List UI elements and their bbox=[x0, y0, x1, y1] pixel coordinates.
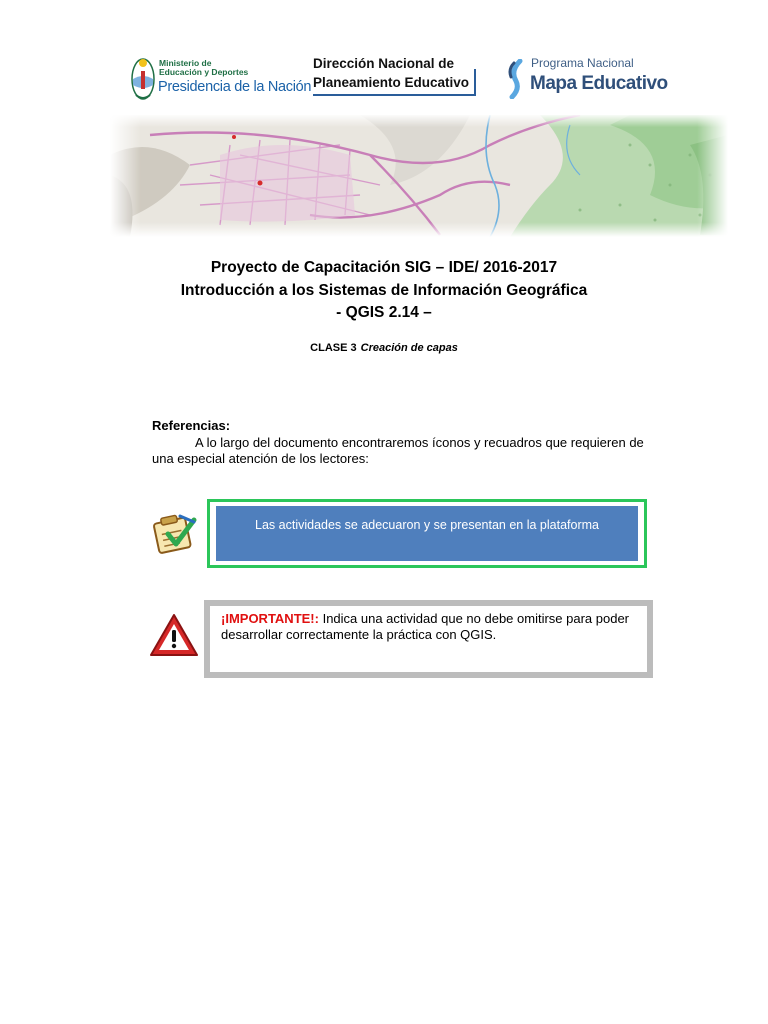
national-seal-icon bbox=[131, 55, 155, 101]
class-subtitle bbox=[0, 342, 768, 354]
ministerio-logo bbox=[131, 55, 312, 103]
ministerio-line3: Presidencia de la Nación bbox=[158, 79, 312, 95]
activity-text: Las actividades se adecuaron y se presentan en la plataforma bbox=[255, 517, 599, 532]
direccion-underline bbox=[313, 94, 475, 96]
mapa-line2: Mapa Educativo bbox=[530, 73, 668, 94]
important-label: ¡IMPORTANTE!: bbox=[221, 611, 319, 626]
mapa-line1: Programa Nacional bbox=[531, 56, 634, 70]
important-note bbox=[221, 611, 641, 643]
references-heading: Referencias: bbox=[152, 418, 231, 433]
checklist-icon bbox=[150, 512, 198, 556]
map-banner-image bbox=[110, 115, 728, 237]
important-box bbox=[204, 600, 653, 678]
activity-banner bbox=[216, 506, 638, 561]
class-label: CLASE 3 bbox=[310, 342, 357, 354]
class-topic: Creación de capas bbox=[360, 342, 458, 354]
warning-triangle-icon bbox=[149, 612, 199, 658]
references-paragraph: A lo largo del documento encontraremos íconos y recuadros que requieren de una especial atención de los lectores: bbox=[152, 435, 644, 466]
mapa-swoosh-icon bbox=[506, 59, 528, 99]
document-title-line1: Proyecto de Capacitación SIG – IDE/ 2016-2017 bbox=[210, 259, 558, 276]
important-text: Indica una actividad que no debe omitirse para poder desarrollar correctamente la práctica con QGIS. bbox=[221, 611, 630, 642]
direccion-logo bbox=[313, 55, 483, 101]
document-title-line3: - QGIS 2.14 – bbox=[336, 304, 432, 321]
activity-box bbox=[207, 499, 647, 568]
document-title-line2: Introducción a los Sistemas de Información Geográfica bbox=[180, 282, 588, 299]
direccion-line2: Planeamiento Educativo bbox=[313, 75, 470, 90]
mapa-educativo-logo bbox=[506, 55, 668, 101]
direccion-line1: Dirección Nacional de bbox=[313, 56, 455, 71]
ministerio-line2: Educación y Deportes bbox=[159, 67, 249, 77]
direccion-side-rule bbox=[474, 69, 476, 96]
ministerio-line1: Ministerio de bbox=[159, 58, 212, 68]
